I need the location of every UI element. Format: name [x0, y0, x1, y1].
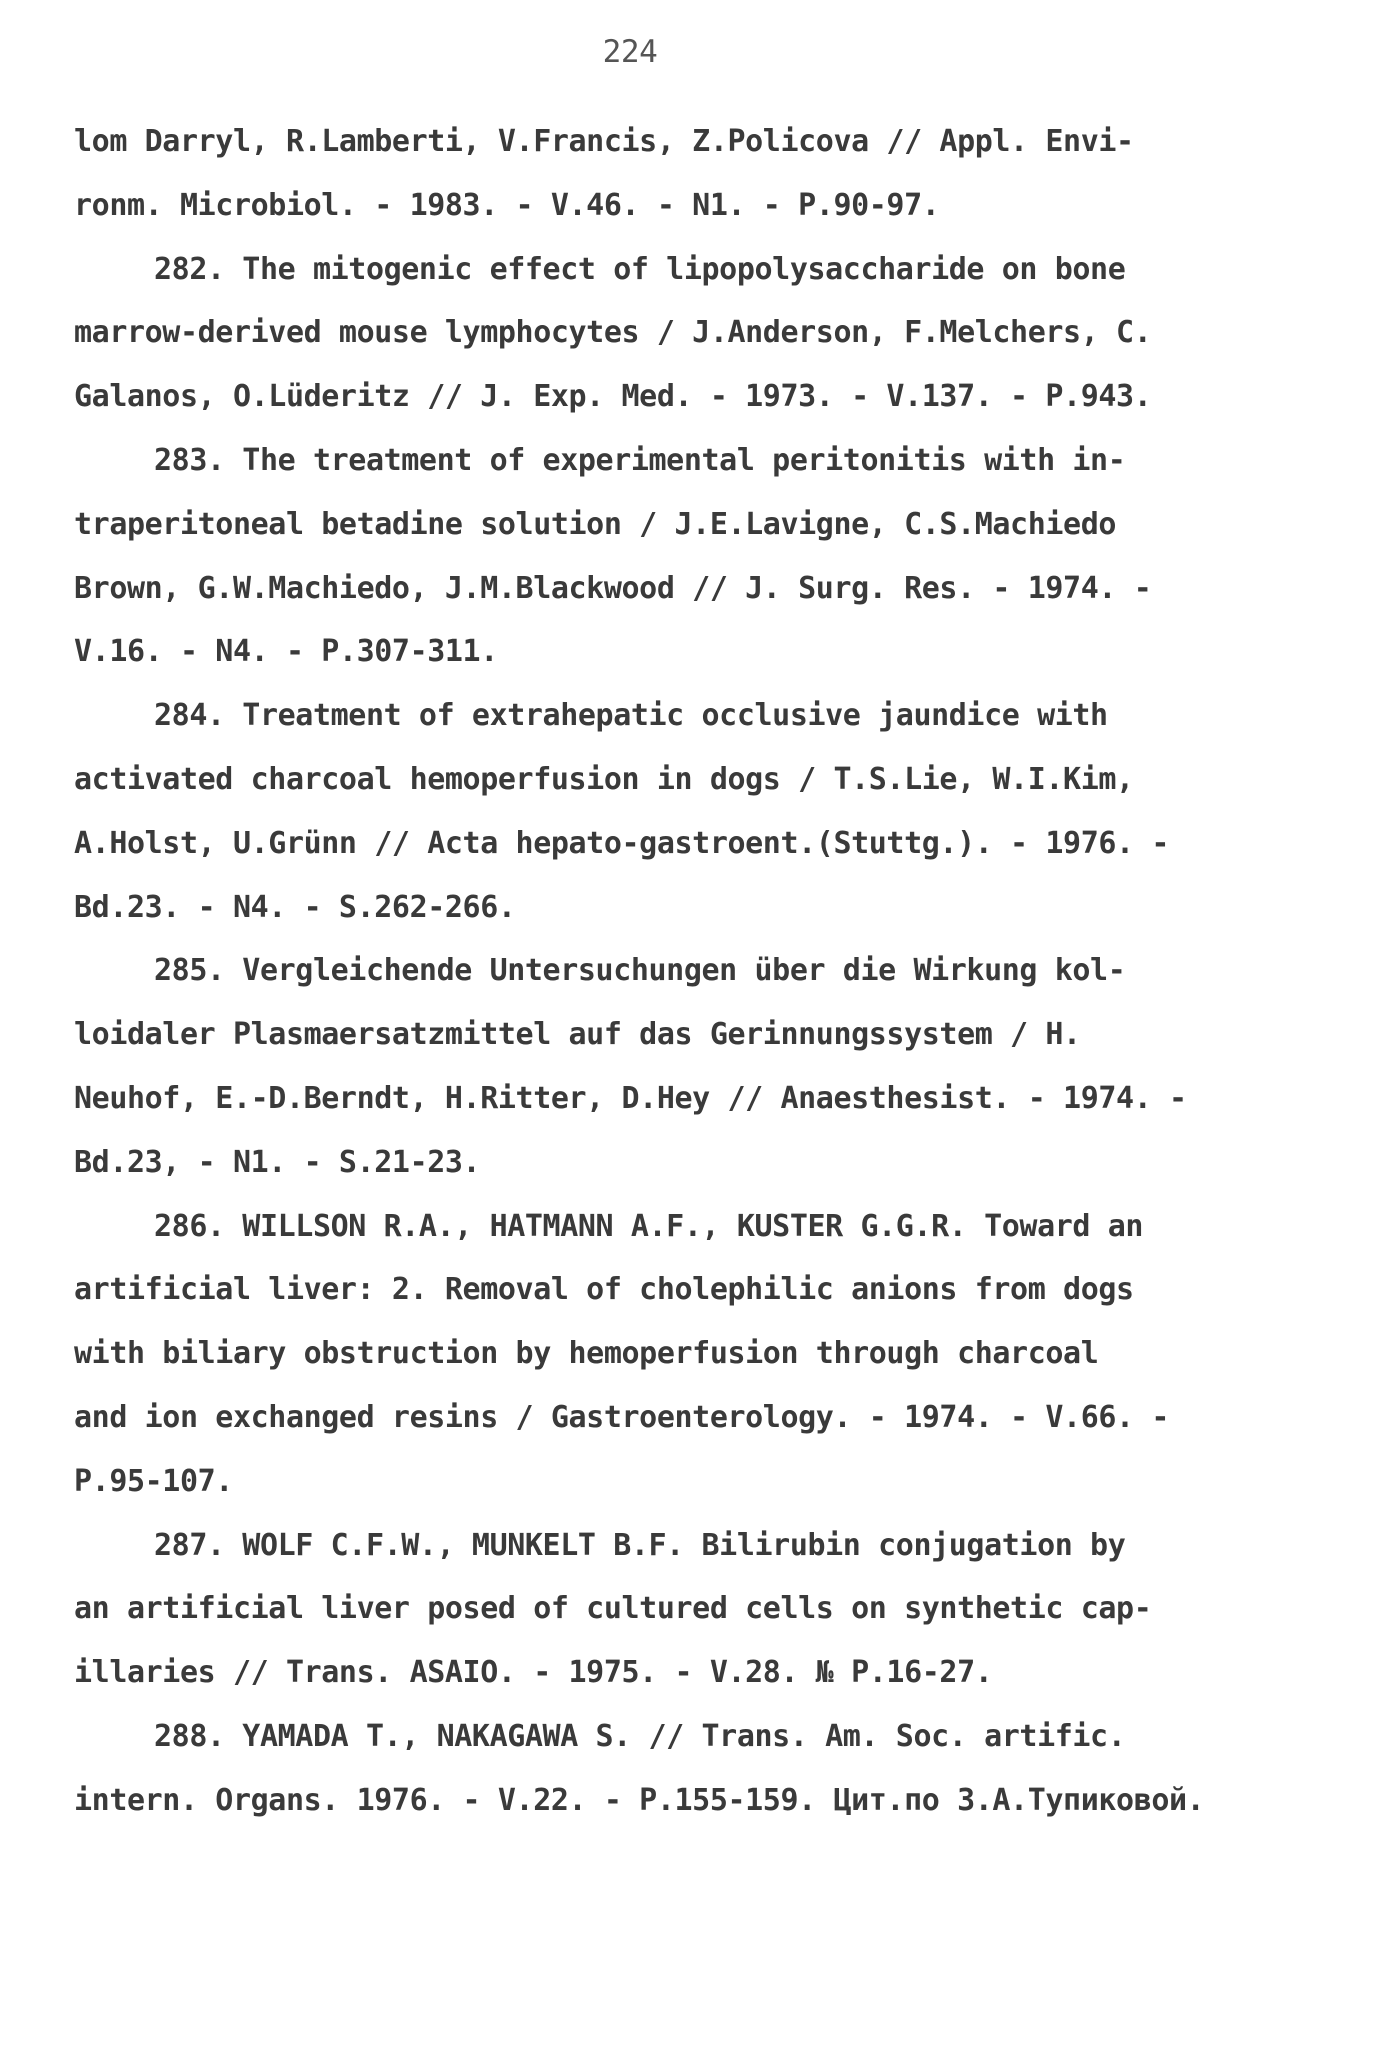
text-line: A.Holst, U.Grünn // Acta hepato-gastroent.(Stuttg.). - 1976. - — [74, 825, 1170, 861]
text-line: with biliary obstruction by hemoperfusion through charcoal — [74, 1336, 1099, 1372]
text-line: 285. Vergleichende Untersuchungen über die Wirkung kol- — [154, 953, 1126, 989]
text-line: an artificial liver posed of cultured cells on synthetic cap- — [74, 1591, 1152, 1627]
text-line: P.95-107. — [74, 1463, 233, 1499]
text-line: loidaler Plasmaersatzmittel auf das Gerinnungssystem / H. — [74, 1017, 1081, 1053]
text-line: 288. YAMADA T., NAKAGAWA S. // Trans. Am. Soc. artific. — [154, 1718, 1126, 1754]
text-line: Galanos, O.Lüderitz // J. Exp. Med. - 1973. - V.137. - P.943. — [74, 379, 1152, 415]
text-line: artificial liver: 2. Removal of cholephilic anions from dogs — [74, 1272, 1134, 1308]
text-line: traperitoneal betadine solution / J.E.Lavigne, C.S.Machiedo — [74, 506, 1117, 542]
text-line: 283. The treatment of experimental peritonitis with in- — [154, 442, 1126, 478]
text-line: 282. The mitogenic effect of lipopolysaccharide on bone — [154, 251, 1126, 287]
text-line: activated charcoal hemoperfusion in dogs / T.S.Lie, W.I.Kim, — [74, 761, 1134, 797]
text-line: illaries // Trans. ASAIO. - 1975. - V.28. № P.16-27. — [74, 1655, 993, 1691]
text-line: Bd.23, - N1. - S.21-23. — [74, 1144, 481, 1180]
text-line: and ion exchanged resins / Gastroenterology. - 1974. - V.66. - — [74, 1399, 1170, 1435]
text-line: Bd.23. - N4. - S.262-266. — [74, 889, 516, 925]
page-number: 224 — [602, 34, 658, 70]
text-line: ronm. Microbiol. - 1983. - V.46. - N1. - P.90-97. — [74, 187, 940, 223]
text-line: V.16. - N4. - P.307-311. — [74, 634, 498, 670]
text-line: 284. Treatment of extrahepatic occlusive jaundice with — [154, 698, 1108, 734]
text-line: intern. Organs. 1976. - V.22. - P.155-159. Цит.по З.А.Тупиковой. — [74, 1782, 1205, 1818]
text-line: Brown, G.W.Machiedo, J.M.Blackwood // J. Surg. Res. - 1974. - — [74, 570, 1152, 606]
text-line: Neuhof, E.-D.Berndt, H.Ritter, D.Hey // Anaesthesist. - 1974. - — [74, 1080, 1187, 1116]
bibliography-text — [74, 110, 1324, 1833]
text-line: 287. WOLF C.F.W., MUNKELT B.F. Bilirubin conjugation by — [154, 1527, 1126, 1563]
text-line: lom Darryl, R.Lamberti, V.Francis, Z.Policova // Appl. Envi- — [74, 124, 1134, 159]
text-line: 286. WILLSON R.A., HATMANN A.F., KUSTER G.G.R. Toward an — [154, 1208, 1144, 1244]
text-line: marrow-derived mouse lymphocytes / J.Anderson, F.Melchers, C. — [74, 315, 1152, 351]
